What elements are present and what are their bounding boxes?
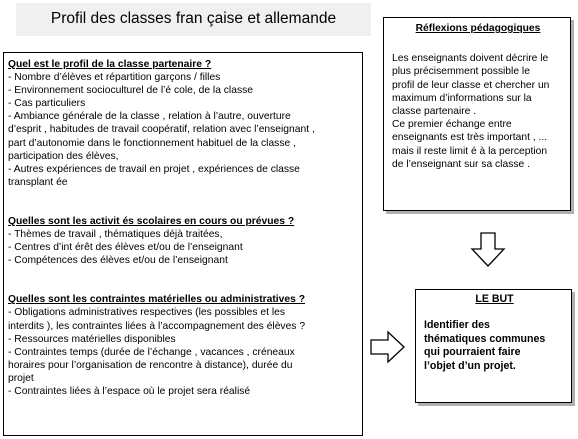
text-line: - Ambiance générale de la classe , relation à l’autre, ouverture: [8, 111, 291, 123]
text-line: classe partenaire .: [392, 106, 477, 118]
text-line: - Obligations administratives respectives (les possibles et les: [8, 307, 285, 319]
text-line: Ce premier échange entre: [392, 119, 512, 131]
text-line: thématiques communes: [424, 332, 546, 345]
text-line: Identifier des: [424, 319, 490, 332]
goal-heading: LE BUT: [475, 293, 514, 305]
text-line: horaires pour l’organisation de rencontre à distance), durée du: [8, 359, 293, 371]
section-heading-activities: Quelles sont les activit és scolaires en cours ou prévues ?: [8, 215, 295, 227]
text-line: enseignants est très important , ...: [392, 132, 548, 144]
text-line: l’objet d’un projet.: [424, 359, 516, 372]
page-title: Profil des classes fran çaise et allemande: [16, 3, 371, 36]
text-line: transplant ée: [8, 176, 68, 188]
text-line: - Nombre d’élèves et répartition garçons / filles: [8, 72, 221, 84]
right-arrow-icon: [370, 330, 406, 364]
spacer: [8, 202, 357, 215]
text-line: - Centres d’int érêt des élèves et/ou de l’enseignant: [8, 242, 243, 254]
text-line: - Environnement socioculturel de l’é cole, de la classe: [8, 85, 253, 97]
text-line: maximum d’informations sur la: [392, 92, 532, 104]
spacer: [8, 267, 357, 280]
text-line: part d’autonomie dans le fonctionnement habituel de la classe ,: [8, 137, 296, 149]
text-line: Les enseignants doivent décrire le: [392, 53, 549, 65]
reflections-heading: Réflexions pédagogiques: [415, 23, 541, 34]
text-line: projet: [8, 372, 34, 384]
text-line: qui pourraient faire: [424, 346, 521, 359]
text-line: - Ressources matérielles disponibles: [8, 333, 176, 345]
text-line: d’esprit , habitudes de travail coopératif, relation avec l’enseignant ,: [8, 124, 315, 136]
down-arrow-icon: [470, 232, 506, 268]
text-line: - Contraintes liées à l’espace où le projet sera réalisé: [8, 385, 251, 397]
text-line: participation des élèves,: [8, 150, 119, 162]
text-line: profil de leur classe et chercher un: [392, 79, 550, 91]
text-line: interdits ), les contraintes liées à l’accompagnement des élèves ?: [8, 320, 306, 332]
text-line: de l’enseignant sur sa classe .: [392, 158, 530, 170]
goal-box: [415, 289, 572, 403]
text-line: - Autres expériences de travail en projet , expériences de classe: [8, 163, 300, 175]
partner-profile-box: [3, 52, 363, 436]
text-line: plus précisemment possible le: [392, 66, 530, 78]
text-line: - Contraintes temps (durée de l’échange , vacances , créneaux: [8, 346, 295, 358]
section-heading-class-profile: Quel est le profil de la classe partenaire ?: [8, 59, 212, 70]
spacer: [8, 280, 357, 293]
text-line: - Cas particuliers: [8, 98, 86, 110]
text-line: - Compétences des élèves et/ou de l’enseignant: [8, 255, 228, 267]
spacer: [8, 189, 357, 202]
text-line: - Thèmes de travail , thématiques déjà traitées,: [8, 229, 223, 241]
pedagogical-reflections-box: [383, 17, 571, 211]
text-line: mais il reste limit é à la perception: [392, 145, 548, 157]
section-heading-constraints: Quelles sont les contraintes matérielles ou administratives ?: [8, 294, 305, 306]
